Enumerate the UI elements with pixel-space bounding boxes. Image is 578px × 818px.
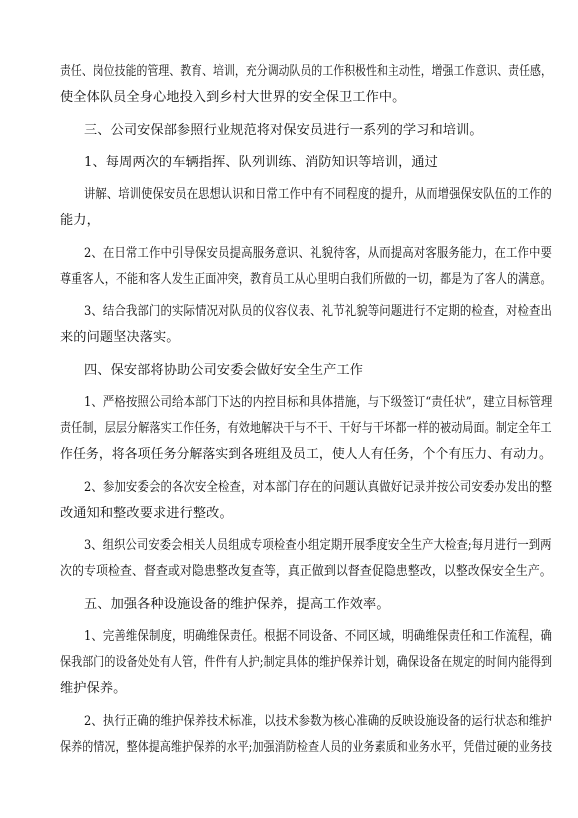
paragraph-line: 讲解、培训使保安员在思想认识和日常工作中有不同程度的提升，从而增强保安队伍的工作的	[84, 187, 552, 202]
paragraph-line: 能力，	[60, 213, 100, 228]
paragraph-line: 维护保养。	[60, 681, 127, 696]
section-heading: 五、加强各种设施设备的维护保养，提高工作效率。	[84, 597, 390, 612]
section-heading: 四、保安部将协助公司安委会做好安全生产工作	[84, 363, 364, 378]
paragraph-line: 3、结合我部门的实际情况对队员的仪容仪表、礼节礼貌等问题进行不定期的检查，对检查出	[84, 304, 553, 319]
paragraph-line: 尊重客人，不能和客人发生正面冲突，教育员工从心里明白我们所做的一切，都是为了客人的满意。	[60, 272, 552, 287]
paragraph-line: 2、执行正确的维护保养技术标准，以技术参数为核心准确的反映设施设备的运行状态和维护	[84, 714, 553, 729]
paragraph-line: 2、参加安委会的各次安全检查，对本部门存在的问题认真做好记录并按公司安委办发出的整	[84, 480, 553, 495]
paragraph-line: 责任、岗位技能的管理、教育、培训，充分调动队员的工作积极性和主动性，增强工作意识、责任感，	[60, 64, 552, 79]
paragraph-line: 2、在日常工作中引导保安员提高服务意识、礼貌待客，从而提高对客服务能力，在工作中要	[84, 246, 553, 261]
paragraph-line: 3、组织公司安委会相关人员组成专项检查小组定期开展季度安全生产大检查;每月进行一到两	[84, 538, 552, 553]
paragraph-line: 1、严格按照公司给本部门下达的内控目标和具体措施，与下级签订“责任状”，建立目标管理	[84, 395, 553, 410]
paragraph-line: 1、完善维保制度，明确维保责任。根据不同设备、不同区域，明确维保责任和工作流程，确	[84, 629, 553, 644]
paragraph-line: 保我部门的设备处处有人管，件件有人护;制定具体的维护保养计划，确保设备在规定的时间内能得到	[60, 655, 553, 670]
paragraph-line: 保养的情况，整体提高维护保养的水平;加强消防检查人员的业务素质和业务水平，凭借过硬的业务技	[60, 740, 553, 755]
paragraph-line: 责任制，层层分解落实工作任务，有效地解决干与不干、干好与干坏都一样的被动局面。制定全年工	[60, 421, 552, 436]
paragraph-line: 来的问题坚决落实。	[60, 330, 180, 345]
section-heading: 三、公司安保部参照行业规范将对保安员进行一系列的学习和培训。	[84, 123, 483, 138]
paragraph-line: 作任务，将各项任务分解落实到各班组及员工，使人人有任务，个个有压力、有动力。	[60, 447, 552, 462]
paragraph-line: 改通知和整改要求进行整改。	[60, 506, 233, 521]
paragraph-line: 使全体队员全身心地投入到乡村大世界的安全保卫工作中。	[60, 90, 406, 105]
paragraph-line: 1、每周两次的车辆指挥、队列训练、消防知识等培训，通过	[84, 155, 438, 170]
paragraph-line: 次的专项检查、督查或对隐患整改复查等，真正做到以督查促隐患整改，以整改保安全生产。	[60, 564, 552, 579]
